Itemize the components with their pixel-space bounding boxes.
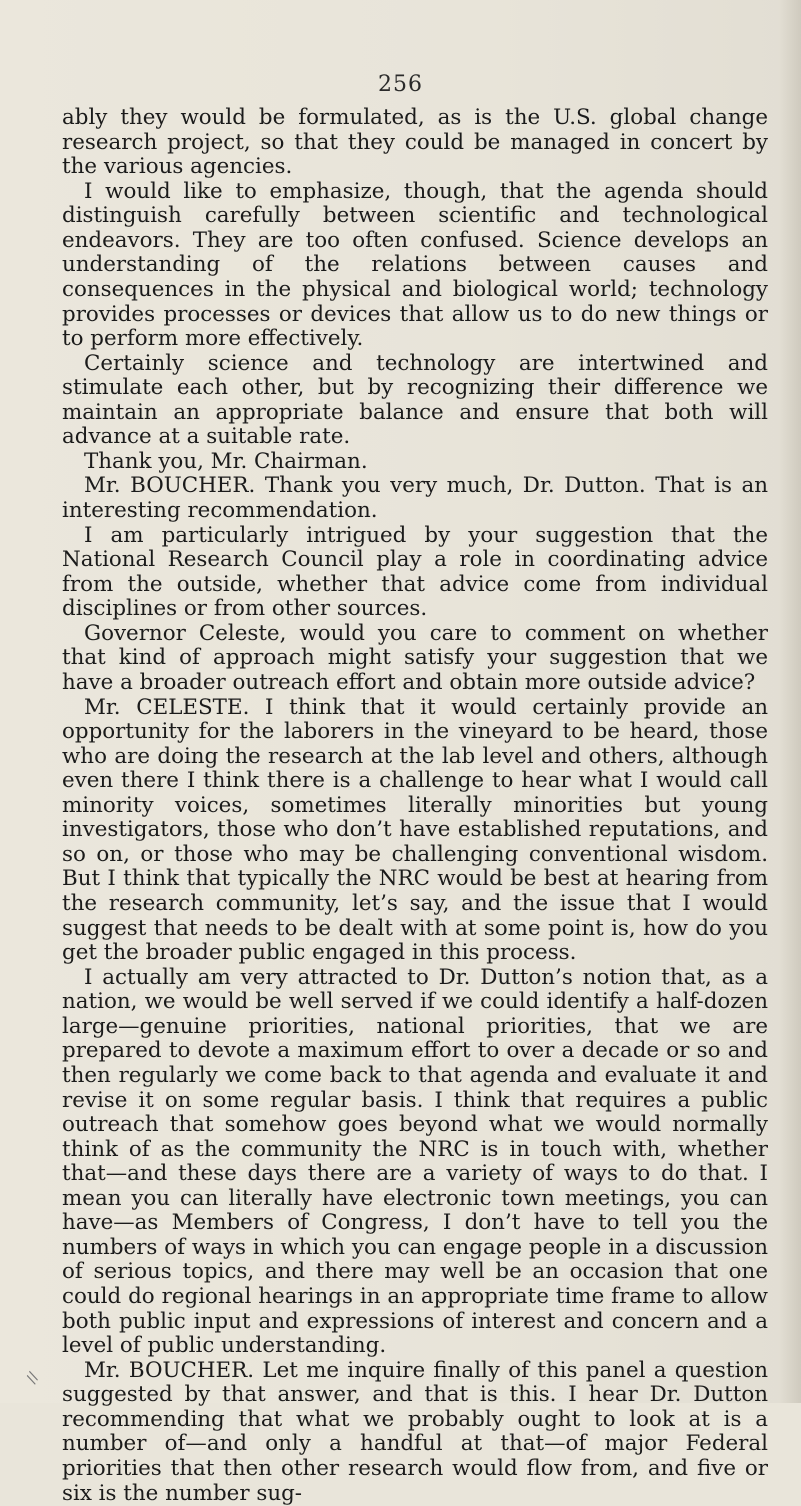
page-edge-shadow	[779, 0, 801, 1403]
paragraph-text: Thank you very much, Dr. Dutton. That is an interesting recommendation.	[62, 473, 768, 523]
paragraph	[62, 450, 768, 475]
speaker-name: Mr. BOUCHER.	[84, 1357, 255, 1383]
paragraph-text: I would like to emphasize, though, that the agenda should distinguish carefully between scientific and technological endeavors. They are too often confused. Science develops an understanding of the relations between causes and consequences in the physical and biological world; technology provides processes or devices that allow us to do new things or to perform more effectively.	[62, 178, 768, 352]
page-number: 256	[378, 72, 423, 97]
paragraph	[62, 180, 768, 352]
paragraph-text: ably they would be formulated, as is the U.S. global change research project, so that they could be managed in concert by the various agencies.	[62, 105, 768, 180]
paragraph-text: Thank you, Mr. Chairman.	[84, 448, 368, 474]
paragraph	[62, 352, 768, 450]
stray-mark-icon: //	[23, 1369, 43, 1387]
paragraph	[62, 696, 768, 966]
paragraph-text: Governor Celeste, would you care to comment on whether that kind of approach might satisfy your suggestion that we have a broader outreach effort and obtain more outside advice?	[62, 620, 768, 695]
body-text	[62, 106, 768, 1506]
paragraph-text: Let me inquire finally of this panel a question suggested by that answer, and that is this. I hear Dr. Dutton recommending that what we probably ought to look at is a number of—and only a handful at that—of major Federal priorities that then other research would flow from, and five or six is the number sug-	[62, 1357, 768, 1506]
paragraph	[62, 622, 768, 696]
paragraph	[62, 524, 768, 622]
paragraph-text: I actually am very attracted to Dr. Dutton’s notion that, as a nation, we would be well served if we could identify a half-dozen large—genuine priorities, national priorities, that we are prepared to devote a maximum effort to over a decade or so and then regularly we come back to that agenda and evaluate it and revise it on some regular basis. I think that requires a public outreach that somehow goes beyond what we would normally think of as the community the NRC is in touch with, whether that—and these days there are a variety of ways to do that. I mean you can literally have electronic town meetings, you can have—as Members of Congress, I don’t have to tell you the numbers of ways in which you can engage people in a discussion of serious topics, and there may well be an occasion that one could do regional hearings in an appropriate time frame to allow both public input and expressions of interest and concern and a level of public understanding.	[62, 964, 768, 1359]
paragraph	[62, 966, 768, 1359]
paragraph-text: Certainly science and technology are intertwined and stimulate each other, but by recognizing their difference we maintain an appropriate balance and ensure that both will advance at a suitable rate.	[62, 350, 768, 450]
paragraph	[62, 106, 768, 180]
paragraph	[62, 474, 768, 523]
speaker-name: Mr. CELESTE.	[84, 694, 250, 720]
paragraph-text: I think that it would certainly provide an opportunity for the laborers in the vineyard to be heard, those who are doing the research at the lab level and others, although even there I think there is a challenge to hear what I would call minority voices, sometimes literally minorities but young investigators, those who don’t have established reputations, and so on, or those who may be challenging conventional wisdom. But I think that typically the NRC would be best at hearing from the research community, let’s say, and the issue that I would suggest that needs to be dealt with at some point is, how do you get the broader public engaged in this process.	[62, 694, 769, 966]
paragraph	[62, 1359, 768, 1506]
speaker-name: Mr. BOUCHER.	[84, 473, 256, 499]
paragraph-text: I am particularly intrigued by your suggestion that the National Research Council play a role in coordinating advice from the outside, whether that advice come from individual disciplines or from other sources.	[62, 522, 768, 622]
